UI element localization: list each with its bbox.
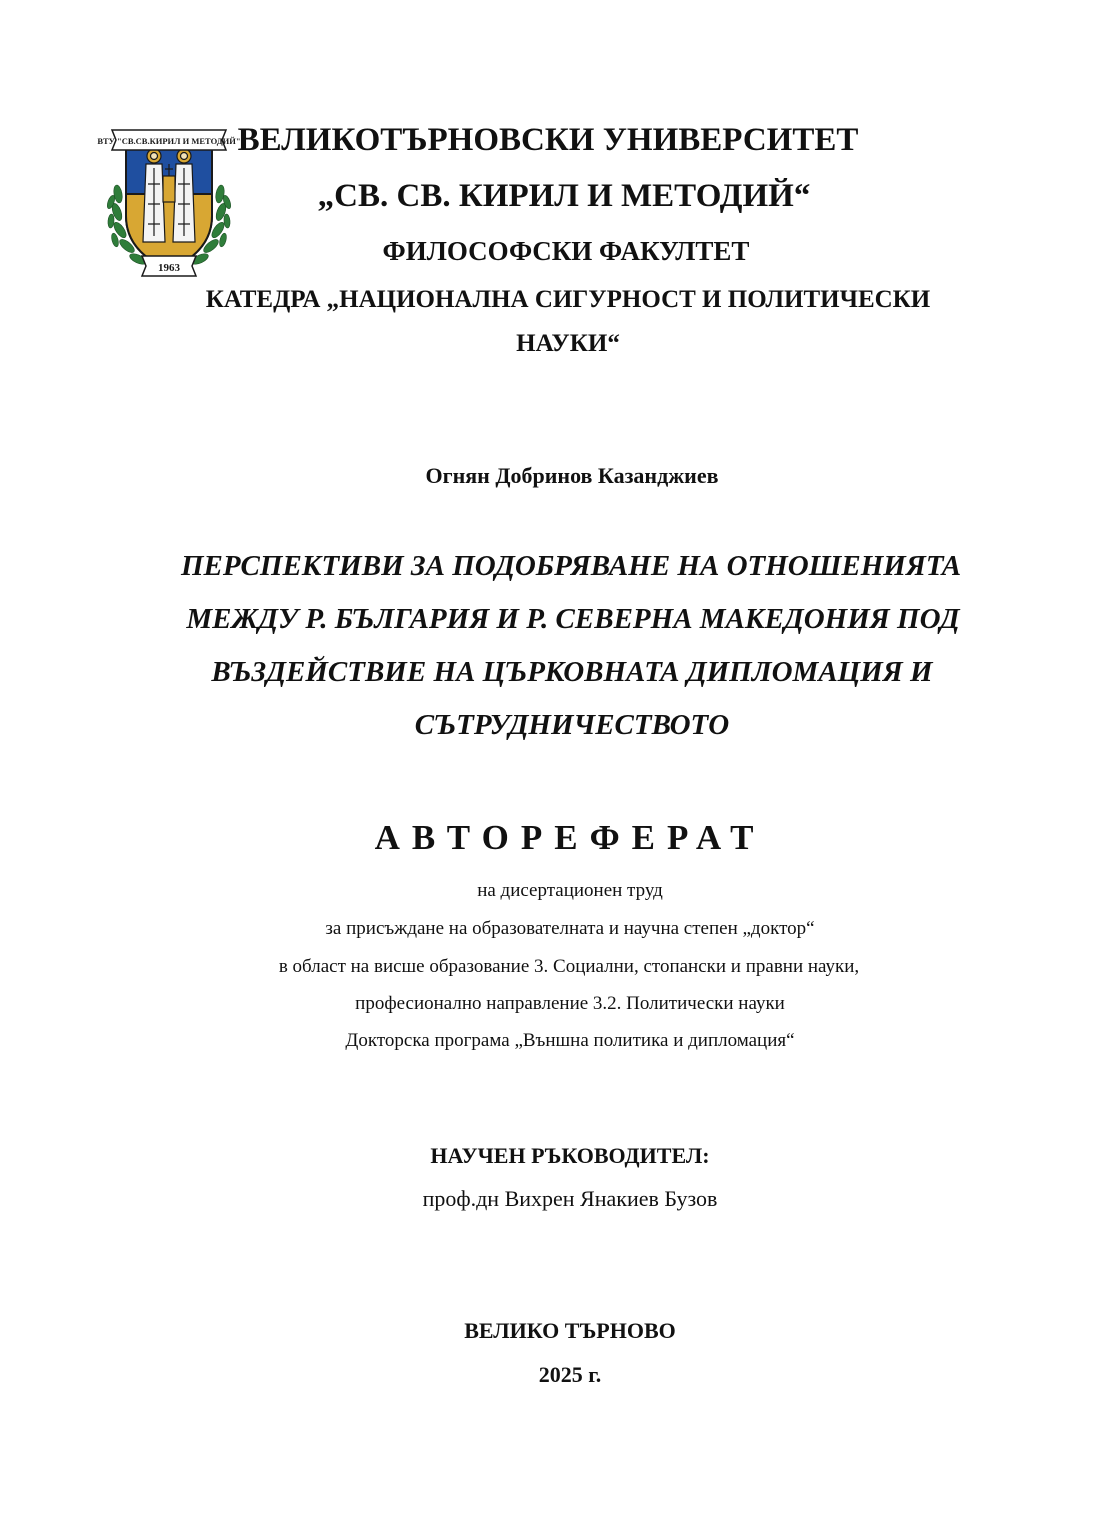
thesis-title-line2: МЕЖДУ Р. БЪЛГАРИЯ И Р. СЕВЕРНА МАКЕДОНИЯ ПОД <box>186 603 960 635</box>
description-line2: за присъждане на образователната и научна степен „доктор“ <box>325 918 815 939</box>
university-name-line2: „СВ. СВ. КИРИЛ И МЕТОДИЙ“ <box>317 178 811 214</box>
description-line3: в област на висше образование 3. Социални, стопански и правни науки, <box>278 956 860 977</box>
document-type-heading: АВТОРЕФЕРАТ <box>374 818 766 857</box>
description-line1: на дисертационен труд <box>477 880 663 901</box>
description-line4: професионално направление 3.2. Политически науки <box>355 993 785 1014</box>
supervisor-label: НАУЧЕН РЪКОВОДИТЕЛ: <box>430 1143 710 1168</box>
description-line5: Докторска програма „Външна политика и дипломация“ <box>345 1030 795 1051</box>
department-name-line2: НАУКИ“ <box>516 330 620 357</box>
thesis-title-line1: ПЕРСПЕКТИВИ ЗА ПОДОБРЯВАНЕ НА ОТНОШЕНИЯТА <box>180 550 962 582</box>
supervisor-name: проф.дн Вихрен Янакиев Бузов <box>422 1186 718 1211</box>
thesis-title-line3: ВЪЗДЕЙСТВИЕ НА ЦЪРКОВНАТА ДИПЛОМАЦИЯ И <box>211 656 933 688</box>
department-name-line1: КАТЕДРА „НАЦИОНАЛНА СИГУРНОСТ И ПОЛИТИЧЕСКИ <box>205 286 931 313</box>
faculty-name: ФИЛОСОФСКИ ФАКУЛТЕТ <box>382 236 750 266</box>
author-name: Огнян Добринов Казанджиев <box>425 463 719 488</box>
banner-text: ВТУ "СВ.СВ.КИРИЛ И МЕТОДИЙ" <box>97 136 241 146</box>
logo-year: 1963 <box>158 262 180 274</box>
publication-year: 2025 г. <box>538 1362 602 1387</box>
thesis-title-line4: СЪТРУДНИЧЕСТВОТО <box>414 709 730 741</box>
university-name-line1: ВЕЛИКОТЪРНОВСКИ УНИВЕРСИТЕТ <box>237 122 859 158</box>
city-name: ВЕЛИКО ТЪРНОВО <box>464 1318 676 1343</box>
